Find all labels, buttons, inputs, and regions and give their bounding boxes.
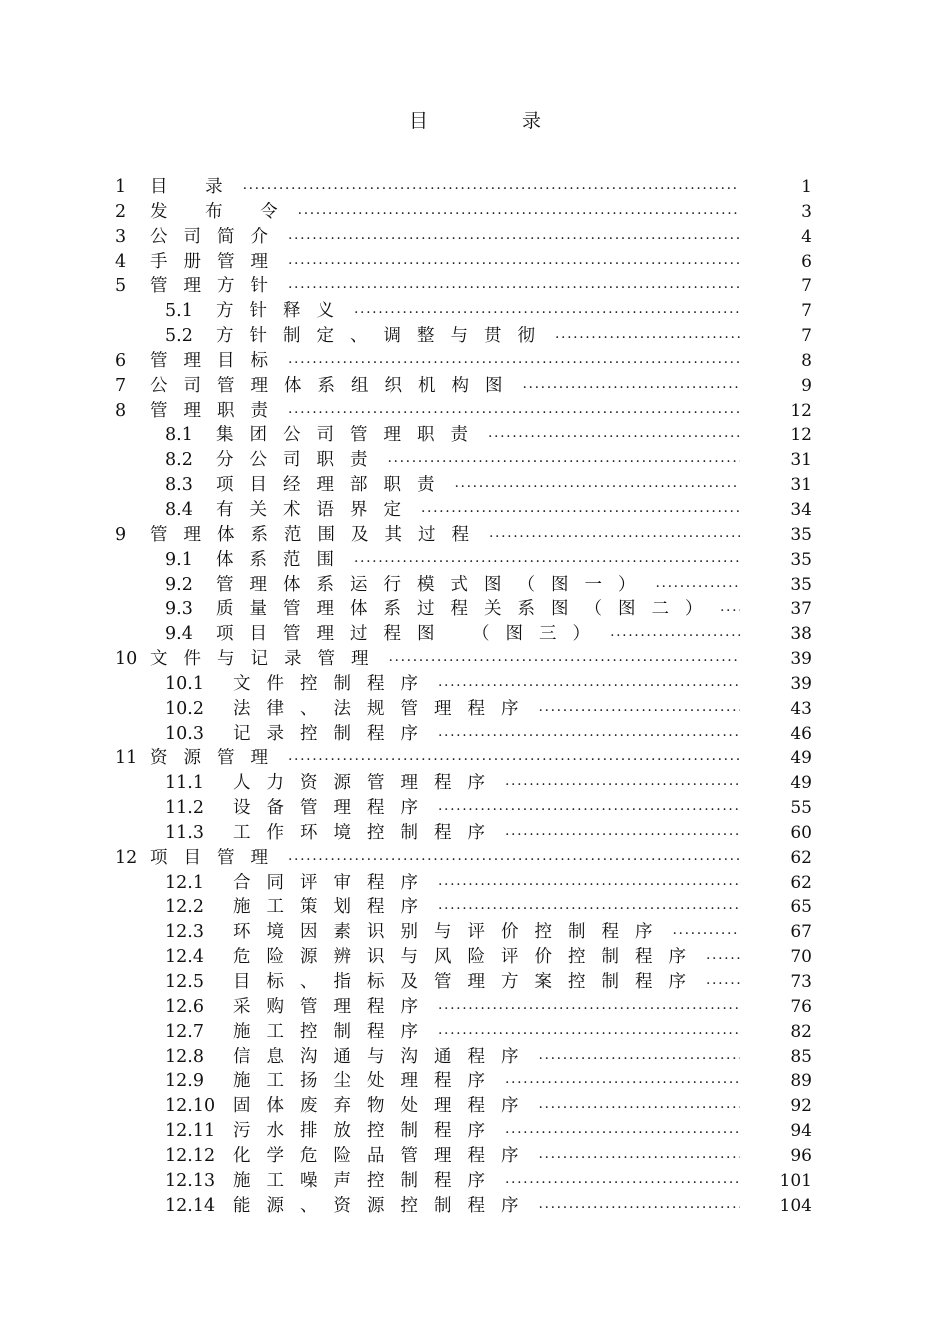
- toc-dot-leader: [523, 372, 741, 397]
- toc-entry-number: 12.5: [165, 972, 204, 992]
- toc-entry-number: 12.12: [165, 1145, 216, 1166]
- toc-subentry[interactable]: [0, 871, 950, 896]
- toc-entry-number: 12.6: [165, 996, 204, 1017]
- toc-entry-number: 8: [115, 400, 127, 421]
- toc-entry-page: 7: [801, 326, 812, 347]
- toc-entry-title: 方针制定、调整与贯彻: [216, 326, 551, 347]
- toc-entry-title: 化学危险品管理程序: [233, 1145, 535, 1166]
- toc-entry-title: 方针释义: [216, 301, 350, 322]
- toc-entry-title: 合同评审程序: [233, 872, 434, 893]
- toc-entry-title: 记录控制程序: [233, 723, 434, 744]
- toc-entry-number: 12.10: [165, 1096, 216, 1117]
- toc-dot-leader: [455, 471, 741, 496]
- toc-entry-page: 49: [790, 773, 812, 794]
- toc-entry[interactable]: [0, 746, 950, 771]
- toc-entry-number: 3: [115, 226, 127, 247]
- toc-dot-leader: [438, 869, 740, 894]
- toc-entry-title: 公司简介: [150, 226, 284, 247]
- toc-entry[interactable]: [0, 374, 950, 399]
- toc-entry[interactable]: [0, 175, 950, 200]
- toc-entry-number: 12.9: [165, 1071, 204, 1092]
- toc-entry-page: 12: [790, 400, 812, 421]
- toc-subentry[interactable]: [0, 498, 950, 523]
- toc-subentry[interactable]: [0, 821, 950, 846]
- toc-entry-page: 101: [779, 1170, 812, 1191]
- toc-entry-page: 6: [801, 251, 812, 272]
- toc-entry-number: 11.1: [165, 773, 204, 794]
- toc-entry-page: 62: [790, 872, 812, 893]
- toc-entry-page: 60: [790, 822, 812, 843]
- toc-dot-leader: [539, 1043, 741, 1068]
- toc-dot-leader: [388, 446, 741, 471]
- toc-entry-page: 31: [790, 475, 812, 496]
- toc-entry-number: 12.4: [165, 947, 204, 968]
- toc-entry-page: 94: [790, 1121, 812, 1142]
- toc-entry-number: 8.3: [165, 475, 193, 496]
- toc-entry-title: 管理体系运行模式图（图一）: [216, 574, 652, 595]
- toc-dot-leader: [505, 769, 740, 794]
- toc-entry-title: 质量管理体系过程关系图（图二）: [216, 599, 719, 620]
- toc-dot-leader: [539, 1192, 741, 1217]
- toc-entry-title: 目标、指标及管理方案控制程序: [233, 972, 702, 992]
- toc-entry-number: 5.2: [165, 326, 193, 347]
- toc-entry-page: 39: [790, 649, 812, 670]
- toc-entry[interactable]: [0, 349, 950, 374]
- toc-dot-leader: [706, 968, 740, 993]
- toc-entry[interactable]: [0, 846, 950, 871]
- toc-entry-number: 10: [115, 649, 138, 670]
- toc-entry-page: 39: [790, 673, 812, 694]
- toc-subentry[interactable]: [0, 473, 950, 498]
- toc-entry[interactable]: [0, 523, 950, 548]
- toc-entry-number: 9.3: [165, 599, 193, 620]
- toc-subentry[interactable]: [0, 771, 950, 796]
- toc-subentry[interactable]: [0, 448, 950, 473]
- toc-dot-leader: [438, 1018, 740, 1043]
- toc-entry-number: 12.14: [165, 1195, 216, 1216]
- toc-entry-title: 文件与记录管理: [150, 649, 385, 670]
- toc-entry[interactable]: [0, 250, 950, 275]
- toc-subentry[interactable]: [0, 1144, 950, 1169]
- toc-dot-leader: [288, 223, 740, 248]
- toc-entry-page: 38: [790, 624, 812, 645]
- toc-subentry[interactable]: [0, 299, 950, 324]
- toc-entry-number: 5.1: [165, 301, 193, 322]
- toc-subentry[interactable]: [0, 995, 950, 1020]
- toc-entry-number: 11.2: [165, 798, 204, 819]
- toc-entry[interactable]: [0, 200, 950, 225]
- toc-entry-page: 89: [790, 1071, 812, 1092]
- toc-subentry[interactable]: [0, 423, 950, 448]
- page-title: 目 录: [408, 110, 586, 132]
- toc-entry-page: 92: [790, 1096, 812, 1117]
- table-of-contents: [0, 175, 950, 1218]
- toc-dot-leader: [288, 248, 740, 273]
- toc-entry-number: 10.2: [165, 698, 204, 719]
- toc-entry-page: 70: [790, 947, 812, 968]
- toc-subentry[interactable]: [0, 697, 950, 722]
- toc-entry-number: 10.3: [165, 723, 204, 744]
- toc-entry-page: 104: [779, 1195, 812, 1216]
- toc-entry-title: 施工噪声控制程序: [233, 1170, 501, 1191]
- toc-entry-number: 10.1: [165, 673, 204, 694]
- toc-entry-page: 37: [790, 599, 812, 620]
- toc-entry-title: 施工策划程序: [233, 897, 434, 918]
- toc-entry[interactable]: [0, 399, 950, 424]
- toc-dot-leader: [505, 1117, 740, 1142]
- toc-entry-title: 施工扬尘处理程序: [233, 1071, 501, 1092]
- toc-entry-page: 49: [790, 748, 812, 769]
- toc-entry-page: 67: [790, 922, 812, 943]
- toc-entry-title: 管理职责: [150, 400, 284, 421]
- toc-entry-page: 8: [801, 350, 812, 371]
- toc-entry-page: 7: [801, 276, 812, 297]
- toc-entry[interactable]: [0, 274, 950, 299]
- toc-entry-number: 12.7: [165, 1021, 204, 1042]
- toc-entry-number: 9.1: [165, 549, 193, 570]
- toc-subentry[interactable]: [0, 895, 950, 920]
- toc-subentry[interactable]: [0, 1020, 950, 1045]
- toc-dot-leader: [489, 521, 740, 546]
- toc-entry-title: 管理方针: [150, 276, 284, 297]
- toc-entry-number: 9.4: [165, 624, 193, 645]
- toc-entry-number: 4: [115, 251, 127, 272]
- toc-subentry[interactable]: [0, 722, 950, 747]
- toc-entry-title: 固体废弃物处理程序: [233, 1096, 535, 1117]
- toc-entry-title: 项目经理部职责: [216, 475, 451, 496]
- toc-subentry[interactable]: [0, 672, 950, 697]
- toc-entry-title: 能源、资源控制程序: [233, 1195, 535, 1216]
- toc-subentry[interactable]: [0, 548, 950, 573]
- toc-entry-title: 手册管理: [150, 251, 284, 272]
- toc-entry-title: 文件控制程序: [233, 673, 434, 694]
- toc-entry-page: 31: [790, 450, 812, 471]
- toc-dot-leader: [539, 1092, 741, 1117]
- toc-entry-title: 污水排放控制程序: [233, 1121, 501, 1142]
- toc-entry-page: 34: [790, 499, 812, 520]
- toc-subentry[interactable]: [0, 1169, 950, 1194]
- toc-dot-leader: [720, 595, 740, 620]
- toc-entry-number: 11.3: [165, 822, 204, 843]
- toc-subentry[interactable]: [0, 970, 950, 995]
- toc-entry-number: 9: [115, 524, 127, 545]
- toc-entry-number: 8.4: [165, 499, 193, 520]
- toc-subentry[interactable]: [0, 796, 950, 821]
- toc-entry-page: 35: [790, 524, 812, 545]
- toc-entry-title: 危险源辨识与风险评价控制程序: [233, 947, 702, 968]
- toc-entry-title: 发 布 令: [150, 201, 294, 222]
- toc-entry-title: 信息沟通与沟通程序: [233, 1046, 535, 1067]
- toc-subentry[interactable]: [0, 622, 950, 647]
- toc-entry-page: 65: [790, 897, 812, 918]
- toc-entry-title: 法律、法规管理程序: [233, 698, 535, 719]
- toc-entry-title: 项目管理: [150, 847, 284, 868]
- toc-entry-number: 12.8: [165, 1046, 204, 1067]
- toc-entry-page: 96: [790, 1145, 812, 1166]
- toc-entry-number: 2: [115, 201, 127, 222]
- toc-subentry[interactable]: [0, 1094, 950, 1119]
- toc-entry-title: 集团公司管理职责: [216, 425, 484, 446]
- toc-dot-leader: [288, 272, 740, 297]
- toc-entry-number: 8.2: [165, 450, 193, 471]
- toc-subentry[interactable]: [0, 920, 950, 945]
- toc-entry-page: 1: [801, 177, 812, 197]
- toc-entry-page: 85: [790, 1046, 812, 1067]
- toc-dot-leader: [539, 695, 741, 720]
- toc-entry-title: 管理体系范围及其过程: [150, 524, 485, 545]
- toc-dot-leader: [421, 496, 740, 521]
- toc-entry-title: 资源管理: [150, 748, 284, 769]
- toc-entry-number: 1: [115, 177, 127, 197]
- toc-dot-leader: [505, 1167, 740, 1192]
- toc-entry[interactable]: [0, 647, 950, 672]
- toc-dot-leader: [288, 844, 740, 869]
- toc-dot-leader: [438, 670, 740, 695]
- toc-dot-leader: [298, 198, 740, 223]
- toc-dot-leader: [288, 347, 740, 372]
- toc-entry-number: 12: [115, 847, 138, 868]
- toc-subentry[interactable]: [0, 1119, 950, 1144]
- toc-entry[interactable]: [0, 225, 950, 250]
- toc-entry-page: 55: [790, 798, 812, 819]
- toc-entry-page: 35: [790, 574, 812, 595]
- toc-entry-number: 7: [115, 375, 127, 396]
- toc-dot-leader: [673, 918, 741, 943]
- toc-dot-leader: [243, 173, 740, 198]
- toc-entry-title: 目 录: [150, 177, 239, 197]
- toc-subentry[interactable]: [0, 597, 950, 622]
- toc-dot-leader: [354, 546, 740, 571]
- toc-dot-leader: [288, 744, 740, 769]
- toc-entry-number: 8.1: [165, 425, 193, 446]
- toc-entry-page: 9: [801, 375, 812, 396]
- toc-dot-leader: [656, 571, 741, 596]
- toc-entry-page: 76: [790, 996, 812, 1017]
- toc-dot-leader: [610, 620, 740, 645]
- toc-entry-title: 公司管理体系组织机构图: [150, 375, 519, 396]
- toc-entry-page: 43: [790, 698, 812, 719]
- toc-entry-number: 12.2: [165, 897, 204, 918]
- toc-entry-number: 12.1: [165, 872, 204, 893]
- toc-entry-title: 采购管理程序: [233, 996, 434, 1017]
- toc-entry-number: 9.2: [165, 574, 193, 595]
- toc-dot-leader: [438, 794, 740, 819]
- toc-entry-page: 62: [790, 847, 812, 868]
- toc-entry-page: 35: [790, 549, 812, 570]
- toc-entry-page: 4: [801, 226, 812, 247]
- toc-entry-page: 7: [801, 301, 812, 322]
- toc-entry-title: 有关术语界定: [216, 499, 417, 520]
- toc-dot-leader: [354, 297, 740, 322]
- toc-entry-number: 12.11: [165, 1121, 216, 1142]
- toc-dot-leader: [555, 322, 740, 347]
- toc-dot-leader: [706, 943, 740, 968]
- toc-entry-number: 12.13: [165, 1170, 216, 1191]
- toc-dot-leader: [505, 819, 740, 844]
- toc-entry-title: 工作环境控制程序: [233, 822, 501, 843]
- toc-subentry[interactable]: [0, 945, 950, 970]
- toc-entry-title: 设备管理程序: [233, 798, 434, 819]
- toc-dot-leader: [438, 993, 740, 1018]
- toc-subentry[interactable]: [0, 573, 950, 598]
- toc-entry-title: 施工控制程序: [233, 1021, 434, 1042]
- toc-entry-page: 12: [790, 425, 812, 446]
- toc-subentry[interactable]: [0, 1194, 950, 1219]
- toc-subentry[interactable]: [0, 1045, 950, 1070]
- toc-entry-title: 管理目标: [150, 350, 284, 371]
- toc-entry-title: 人力资源管理程序: [233, 773, 501, 794]
- toc-entry-title: 环境因素识别与评价控制程序: [233, 922, 669, 943]
- toc-dot-leader: [539, 1142, 741, 1167]
- toc-dot-leader: [288, 397, 740, 422]
- toc-dot-leader: [438, 893, 740, 918]
- toc-dot-leader: [488, 421, 740, 446]
- toc-entry-page: 73: [790, 972, 812, 992]
- toc-dot-leader: [505, 1067, 740, 1092]
- toc-entry-number: 11: [115, 748, 138, 769]
- toc-entry-title: 体系范围: [216, 549, 350, 570]
- toc-entry-title: 项目管理过程图 （图三）: [216, 624, 607, 645]
- toc-subentry[interactable]: [0, 1069, 950, 1094]
- toc-entry-page: 82: [790, 1021, 812, 1042]
- toc-dot-leader: [438, 720, 740, 745]
- toc-dot-leader: [389, 645, 741, 670]
- toc-entry-number: 6: [115, 350, 127, 371]
- toc-entry-number: 12.3: [165, 922, 204, 943]
- toc-entry-page: 3: [801, 201, 812, 222]
- toc-entry-title: 分公司职责: [216, 450, 384, 471]
- toc-entry-number: 5: [115, 276, 127, 297]
- toc-entry-page: 46: [790, 723, 812, 744]
- toc-subentry[interactable]: [0, 324, 950, 349]
